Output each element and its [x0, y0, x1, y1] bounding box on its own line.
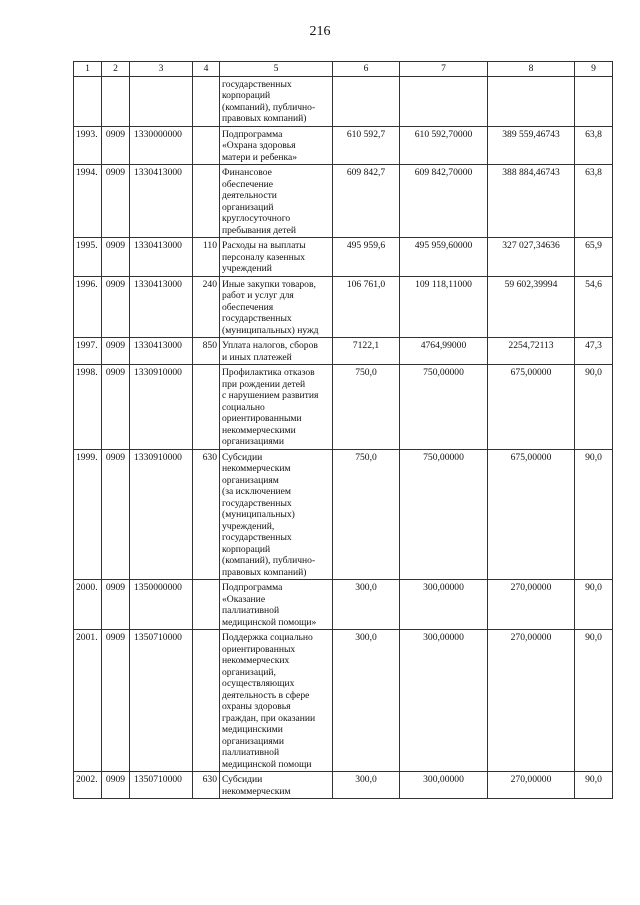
- cell-item-name: Иные закупки товаров, работ и услуг для обеспечения государственных (муниципальных) нужд: [220, 276, 333, 338]
- page-number: 216: [309, 24, 331, 39]
- cell-row-number: 1995.: [74, 238, 102, 277]
- cell-expense-type-code: 110: [193, 238, 220, 277]
- cell-target-article-code: 1330910000: [130, 449, 193, 580]
- cell-revised-amount: 750,00000: [400, 365, 488, 450]
- budget-table: [73, 61, 613, 799]
- table-body: [74, 76, 613, 799]
- cell-executed-amount: 389 559,46743: [488, 126, 575, 165]
- table-row: [74, 276, 613, 338]
- header-col-1: 1: [74, 62, 102, 77]
- cell-target-article-code: 1330910000: [130, 365, 193, 450]
- cell-approved-amount: 300,0: [333, 772, 400, 799]
- cell-target-article-code: 1330413000: [130, 238, 193, 277]
- header-row: [74, 62, 613, 77]
- cell-expense-type-code: [193, 76, 220, 126]
- cell-approved-amount: 750,0: [333, 365, 400, 450]
- header-col-7: 7: [400, 62, 488, 77]
- cell-executed-amount: 59 602,39994: [488, 276, 575, 338]
- header-col-5: 5: [220, 62, 333, 77]
- cell-item-name: Субсидии некоммерческим: [220, 772, 333, 799]
- cell-execution-percent: 63,8: [575, 126, 613, 165]
- cell-section-code: [102, 76, 130, 126]
- cell-revised-amount: 300,00000: [400, 580, 488, 630]
- cell-executed-amount: 270,00000: [488, 630, 575, 772]
- cell-execution-percent: 47,3: [575, 338, 613, 365]
- table-row: [74, 165, 613, 238]
- table-row: [74, 772, 613, 799]
- cell-revised-amount: 609 842,70000: [400, 165, 488, 238]
- cell-executed-amount: 270,00000: [488, 772, 575, 799]
- cell-expense-type-code: [193, 580, 220, 630]
- header-col-9: 9: [575, 62, 613, 77]
- cell-execution-percent: 90,0: [575, 365, 613, 450]
- cell-approved-amount: 610 592,7: [333, 126, 400, 165]
- cell-executed-amount: 388 884,46743: [488, 165, 575, 238]
- table-row: [74, 126, 613, 165]
- cell-row-number: 1999.: [74, 449, 102, 580]
- cell-approved-amount: 495 959,6: [333, 238, 400, 277]
- cell-item-name: государственных корпораций (компаний), публично- правовых компаний): [220, 76, 333, 126]
- cell-target-article-code: [130, 76, 193, 126]
- cell-expense-type-code: [193, 126, 220, 165]
- table-row: [74, 238, 613, 277]
- cell-expense-type-code: 240: [193, 276, 220, 338]
- cell-expense-type-code: [193, 630, 220, 772]
- cell-item-name: Профилактика отказов при рождении детей с нарушением развития социально ориентированными некоммерческими организациями: [220, 365, 333, 450]
- cell-expense-type-code: 630: [193, 772, 220, 799]
- cell-section-code: 0909: [102, 238, 130, 277]
- cell-item-name: Подпрограмма «Охрана здоровья матери и ребенка»: [220, 126, 333, 165]
- cell-target-article-code: 1330413000: [130, 165, 193, 238]
- cell-item-name: Поддержка социально ориентированных некоммерческих организаций, осуществляющих деятельность в сфере охраны здоровья граждан, при оказании медицинскими организациями паллиативной медицинской помощи: [220, 630, 333, 772]
- cell-section-code: 0909: [102, 449, 130, 580]
- cell-approved-amount: 750,0: [333, 449, 400, 580]
- cell-item-name: Субсидии некоммерческим организациям (за исключением государственных (муниципальных) учреждений, государственных корпораций (компаний), публично- правовых компаний): [220, 449, 333, 580]
- cell-section-code: 0909: [102, 772, 130, 799]
- cell-row-number: 1993.: [74, 126, 102, 165]
- cell-approved-amount: 106 761,0: [333, 276, 400, 338]
- header-col-4: 4: [193, 62, 220, 77]
- cell-revised-amount: 4764,99000: [400, 338, 488, 365]
- cell-section-code: 0909: [102, 126, 130, 165]
- cell-revised-amount: 300,00000: [400, 630, 488, 772]
- table-row: [74, 630, 613, 772]
- cell-executed-amount: 327 027,34636: [488, 238, 575, 277]
- cell-target-article-code: 1330413000: [130, 276, 193, 338]
- cell-expense-type-code: [193, 165, 220, 238]
- table-row: [74, 76, 613, 126]
- cell-target-article-code: 1350710000: [130, 772, 193, 799]
- cell-row-number: 2002.: [74, 772, 102, 799]
- cell-revised-amount: 750,00000: [400, 449, 488, 580]
- table-row: [74, 580, 613, 630]
- cell-execution-percent: 90,0: [575, 580, 613, 630]
- cell-section-code: 0909: [102, 338, 130, 365]
- cell-expense-type-code: [193, 365, 220, 450]
- cell-target-article-code: 1350000000: [130, 580, 193, 630]
- cell-execution-percent: [575, 76, 613, 126]
- cell-approved-amount: [333, 76, 400, 126]
- cell-executed-amount: 675,00000: [488, 365, 575, 450]
- cell-executed-amount: 270,00000: [488, 580, 575, 630]
- cell-execution-percent: 90,0: [575, 772, 613, 799]
- cell-target-article-code: 1350710000: [130, 630, 193, 772]
- cell-row-number: 1994.: [74, 165, 102, 238]
- cell-row-number: 1997.: [74, 338, 102, 365]
- cell-revised-amount: 610 592,70000: [400, 126, 488, 165]
- cell-row-number: 1996.: [74, 276, 102, 338]
- cell-section-code: 0909: [102, 580, 130, 630]
- table-row: [74, 449, 613, 580]
- cell-approved-amount: 300,0: [333, 580, 400, 630]
- cell-item-name: Уплата налогов, сборов и иных платежей: [220, 338, 333, 365]
- header-col-8: 8: [488, 62, 575, 77]
- cell-section-code: 0909: [102, 165, 130, 238]
- header-col-3: 3: [130, 62, 193, 77]
- cell-execution-percent: 90,0: [575, 449, 613, 580]
- cell-row-number: [74, 76, 102, 126]
- cell-item-name: Подпрограмма «Оказание паллиативной медицинской помощи»: [220, 580, 333, 630]
- cell-executed-amount: [488, 76, 575, 126]
- cell-target-article-code: 1330000000: [130, 126, 193, 165]
- cell-expense-type-code: 850: [193, 338, 220, 365]
- cell-section-code: 0909: [102, 630, 130, 772]
- cell-executed-amount: 2254,72113: [488, 338, 575, 365]
- cell-revised-amount: 495 959,60000: [400, 238, 488, 277]
- cell-revised-amount: [400, 76, 488, 126]
- header-col-6: 6: [333, 62, 400, 77]
- header-col-2: 2: [102, 62, 130, 77]
- cell-row-number: 2000.: [74, 580, 102, 630]
- cell-execution-percent: 65,9: [575, 238, 613, 277]
- cell-execution-percent: 90,0: [575, 630, 613, 772]
- cell-target-article-code: 1330413000: [130, 338, 193, 365]
- cell-revised-amount: 109 118,11000: [400, 276, 488, 338]
- cell-approved-amount: 7122,1: [333, 338, 400, 365]
- cell-execution-percent: 54,6: [575, 276, 613, 338]
- cell-item-name: Финансовое обеспечение деятельности организаций круглосуточного пребывания детей: [220, 165, 333, 238]
- table-row: [74, 365, 613, 450]
- cell-item-name: Расходы на выплаты персоналу казенных учреждений: [220, 238, 333, 277]
- cell-approved-amount: 609 842,7: [333, 165, 400, 238]
- cell-row-number: 1998.: [74, 365, 102, 450]
- cell-executed-amount: 675,00000: [488, 449, 575, 580]
- table-row: [74, 338, 613, 365]
- cell-expense-type-code: 630: [193, 449, 220, 580]
- cell-revised-amount: 300,00000: [400, 772, 488, 799]
- cell-approved-amount: 300,0: [333, 630, 400, 772]
- cell-section-code: 0909: [102, 276, 130, 338]
- cell-row-number: 2001.: [74, 630, 102, 772]
- cell-section-code: 0909: [102, 365, 130, 450]
- cell-execution-percent: 63,8: [575, 165, 613, 238]
